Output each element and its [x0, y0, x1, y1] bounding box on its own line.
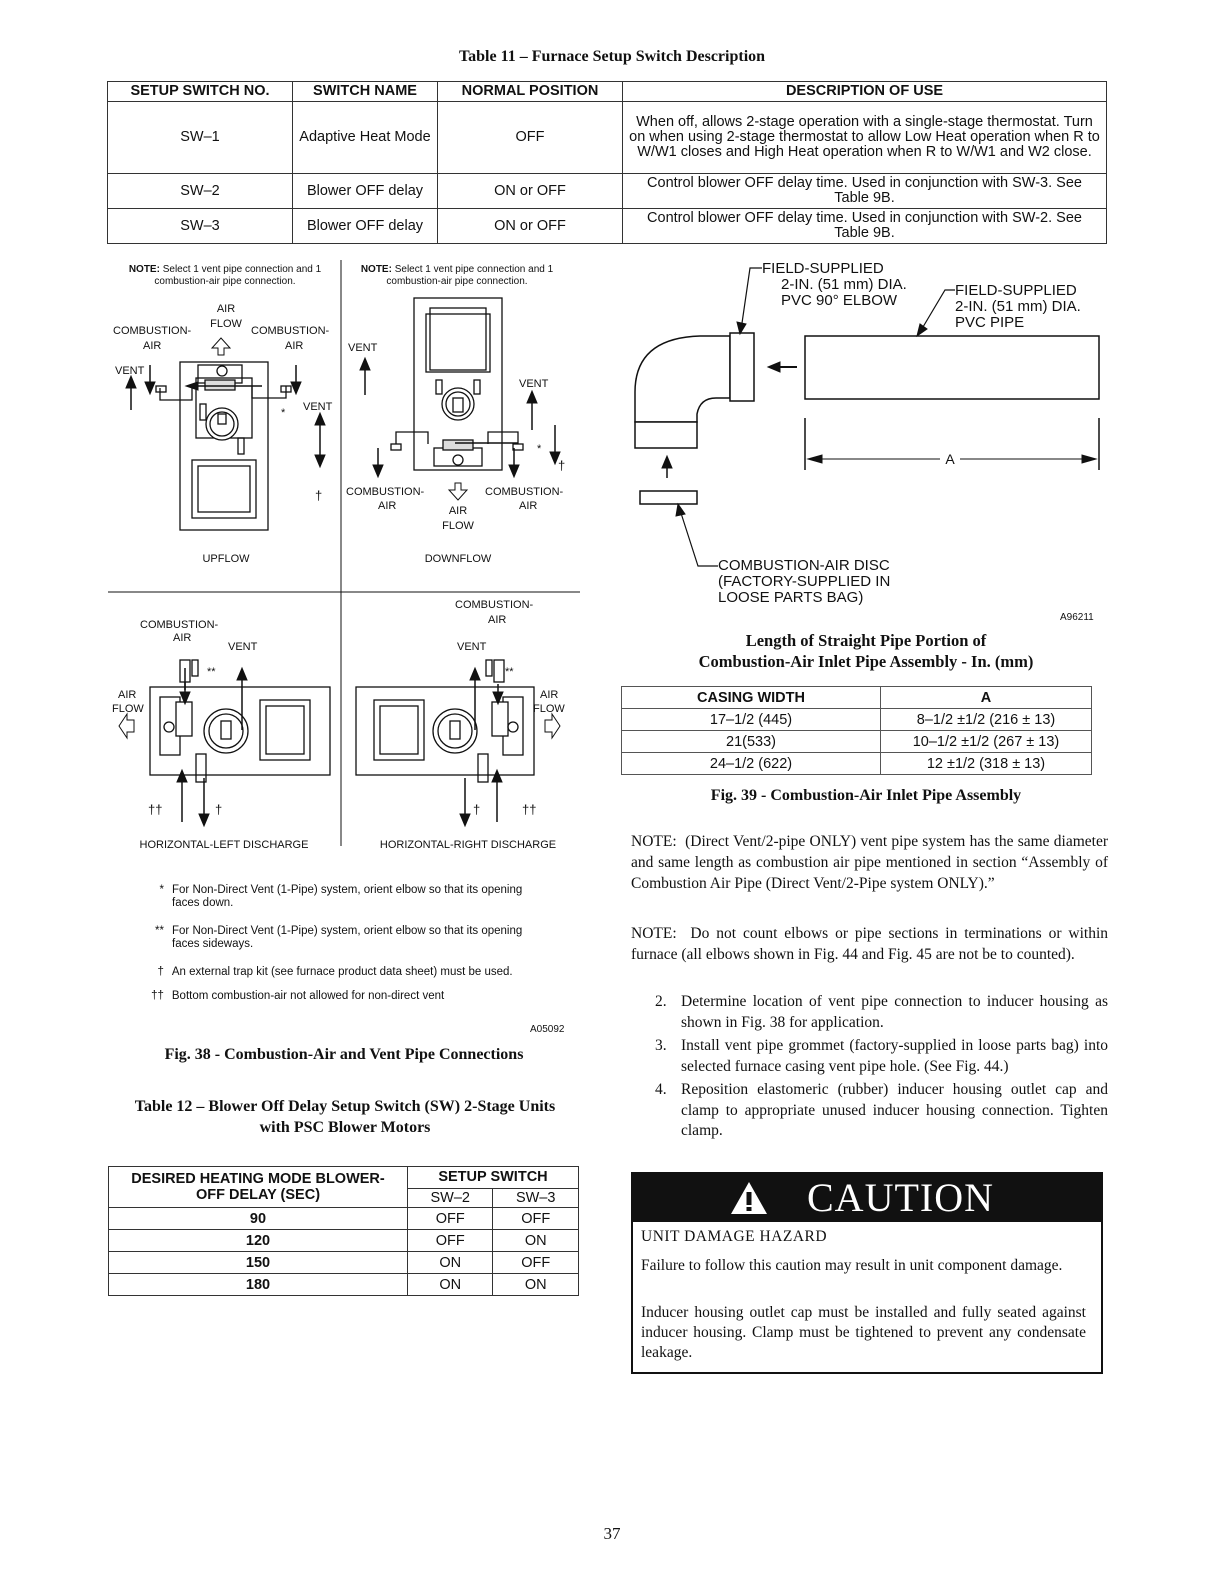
cell: Control blower OFF delay time. Used in conjunction with SW-3. See Table 9B. — [623, 174, 1107, 209]
horiz-right-furnace — [356, 660, 534, 782]
svg-text:VENT: VENT — [457, 641, 487, 653]
svg-text:2-IN. (51 mm) DIA.: 2-IN. (51 mm) DIA. — [955, 298, 1081, 315]
fig39-code: A96211 — [1060, 612, 1094, 623]
table-row — [622, 709, 1092, 731]
svg-text:A: A — [945, 451, 955, 467]
svg-text:VENT: VENT — [228, 641, 258, 653]
cell: ON — [493, 1274, 579, 1296]
cell: Blower OFF delay — [293, 209, 438, 244]
footnote: * For Non-Direct Vent (1-Pipe) system, orient elbow so that its opening faces down. — [159, 884, 523, 909]
svg-text:†: † — [215, 802, 223, 817]
svg-text:FLOW: FLOW — [112, 703, 144, 715]
svg-text:AIR: AIR — [285, 340, 304, 352]
svg-text:**: ** — [505, 666, 514, 678]
svg-text:VENT: VENT — [348, 342, 378, 354]
cell: OFF — [493, 1252, 579, 1274]
svg-text:(FACTORY-SUPPLIED IN: (FACTORY-SUPPLIED IN — [718, 573, 891, 590]
header-cell: SW–3 — [493, 1188, 579, 1207]
svg-text:FLOW: FLOW — [210, 318, 242, 330]
svg-text:AIR: AIR — [173, 632, 192, 644]
header-cell: SWITCH NAME — [293, 82, 438, 102]
table-row — [109, 1274, 579, 1296]
fig38-note-right: NOTE: Select 1 vent pipe connection and 1 combustion-air pipe connection. — [360, 264, 554, 287]
note-1: NOTE: (Direct Vent/2-pipe ONLY) vent pipe system has the same diameter and same length as combustion air pipe mentioned in section “Assembly of Combustion Air Pipe (Direct Vent/2-Pipe system ONLY).” — [631, 833, 1109, 892]
svg-text:COMBUSTION-: COMBUSTION- — [140, 619, 219, 631]
fig38-code: A05092 — [530, 1024, 565, 1035]
cell: 150 — [109, 1252, 408, 1274]
svg-text:AIR: AIR — [118, 689, 137, 701]
svg-text:††: †† — [522, 802, 537, 817]
svg-text:DOWNFLOW: DOWNFLOW — [424, 553, 492, 565]
cell: OFF — [408, 1230, 493, 1252]
cell: 17–1/2 (445) — [622, 709, 881, 731]
cell: ON — [493, 1230, 579, 1252]
cell: 10–1/2 ±1/2 (267 ± 13) — [881, 731, 1092, 753]
caution-title: CAUTION — [807, 1175, 994, 1220]
svg-text:FLOW: FLOW — [533, 703, 565, 715]
table11-title: Table 11 – Furnace Setup Switch Description — [458, 48, 766, 65]
svg-text:*: * — [537, 443, 542, 455]
page-number: 37 — [603, 1524, 621, 1543]
svg-text:2-IN. (51 mm) DIA.: 2-IN. (51 mm) DIA. — [781, 276, 907, 293]
svg-text:VENT: VENT — [519, 378, 549, 390]
cell: ON — [408, 1274, 493, 1296]
cell: ON — [408, 1252, 493, 1274]
cell: OFF — [493, 1208, 579, 1230]
list-item: 3. Install vent pipe grommet (factory-supplied in loose parts bag) into selected furnace casing vent pipe hole. (See Fig. 44.) — [655, 1037, 1108, 1075]
svg-text:COMBUSTION-: COMBUSTION- — [113, 325, 192, 337]
header-cell: DESIRED HEATING MODE BLOWER-OFF DELAY (SEC) — [109, 1167, 408, 1208]
footnote: † An external trap kit (see furnace product data sheet) must be used. — [157, 966, 513, 978]
svg-text:†: † — [558, 458, 566, 473]
header-cell: SETUP SWITCH NO. — [108, 82, 293, 102]
fig39-caption: Fig. 39 - Combustion-Air Inlet Pipe Assembly — [710, 787, 1022, 804]
cell: ON or OFF — [438, 174, 623, 209]
svg-text:†: † — [473, 802, 481, 817]
header-cell: SW–2 — [408, 1188, 493, 1207]
svg-text:AIR: AIR — [143, 340, 162, 352]
svg-text:FIELD-SUPPLIED: FIELD-SUPPLIED — [955, 282, 1077, 299]
table-row — [622, 731, 1092, 753]
svg-text:FLOW: FLOW — [442, 520, 474, 532]
svg-text:VENT: VENT — [115, 365, 145, 377]
table-header-row — [109, 1167, 579, 1189]
horiz-left-arrows — [119, 668, 247, 826]
table-row — [622, 753, 1092, 775]
svg-text:AIR: AIR — [540, 689, 559, 701]
svg-text:COMBUSTION-: COMBUSTION- — [251, 325, 330, 337]
svg-text:AIR: AIR — [448, 505, 468, 517]
svg-text:COMBUSTION-: COMBUSTION- — [485, 486, 564, 498]
svg-text:COMBUSTION-: COMBUSTION- — [455, 599, 534, 611]
table12 — [108, 1166, 579, 1296]
svg-text:HORIZONTAL-LEFT DISCHARGE: HORIZONTAL-LEFT DISCHARGE — [139, 839, 309, 851]
note-2: NOTE: Do not count elbows or pipe sections in terminations or within furnace (all elbows shown in Fig. 44 and Fig. 45 are not be to counted). — [631, 925, 1108, 963]
list-item: 2. Determine location of vent pipe connection to inducer housing as shown in Fig. 38 for application. — [655, 993, 1108, 1031]
fig38-caption: Fig. 38 - Combustion-Air and Vent Pipe Connections — [164, 1046, 524, 1063]
cell: OFF — [438, 102, 623, 174]
cell: 21(533) — [622, 731, 881, 753]
cell: 180 — [109, 1274, 408, 1296]
cell: 120 — [109, 1230, 408, 1252]
caution-text-2: Inducer housing outlet cap must be installed and fully seated against inducer housing. Clamp must be tightened to prevent any condensate leakage. — [641, 1304, 1086, 1361]
svg-text:HORIZONTAL-RIGHT DISCHARGE: HORIZONTAL-RIGHT DISCHARGE — [379, 839, 557, 851]
svg-text:LOOSE PARTS BAG): LOOSE PARTS BAG) — [718, 589, 864, 606]
cell: 24–1/2 (622) — [622, 753, 881, 775]
cell: Blower OFF delay — [293, 174, 438, 209]
svg-text:AIR: AIR — [378, 500, 397, 512]
cell: When off, allows 2-stage operation with a single-stage thermostat. Turn on when using 2-stage thermostat to allow Low Heat operation when R to W/W1 closes and High Heat operation when R to W/W1 and W2 close. — [623, 102, 1107, 174]
downflow-furnace — [391, 298, 523, 470]
svg-text:FIELD-SUPPLIED: FIELD-SUPPLIED — [762, 260, 884, 277]
horiz-right-labels — [380, 599, 566, 851]
cell: SW–3 — [108, 209, 293, 244]
cell: Control blower OFF delay time. Used in conjunction with SW-2. See Table 9B. — [623, 209, 1107, 244]
header-cell: SETUP SWITCH — [408, 1167, 579, 1189]
cell: ON or OFF — [438, 209, 623, 244]
caution-header — [633, 1174, 1101, 1222]
header-cell: CASING WIDTH — [622, 687, 881, 709]
footnote: †† Bottom combustion-air not allowed for non-direct vent — [151, 990, 445, 1002]
table-row — [109, 1252, 579, 1274]
header-cell: DESCRIPTION OF USE — [623, 82, 1107, 102]
warning-triangle-icon — [729, 1180, 769, 1216]
cell: SW–2 — [108, 174, 293, 209]
cell: SW–1 — [108, 102, 293, 174]
table-row — [109, 1230, 579, 1252]
upflow-furnace — [156, 362, 291, 530]
header-cell: NORMAL POSITION — [438, 82, 623, 102]
svg-text:AIR: AIR — [216, 303, 236, 315]
svg-text:AIR: AIR — [488, 614, 507, 626]
fig38-footnotes — [140, 884, 580, 1003]
svg-text:AIR: AIR — [519, 500, 538, 512]
svg-text:UPFLOW: UPFLOW — [202, 553, 250, 565]
table-header-row — [622, 687, 1092, 709]
fig39-drawing — [635, 333, 1099, 504]
cell: Adaptive Heat Mode — [293, 102, 438, 174]
step-list — [655, 992, 1108, 1142]
svg-text:*: * — [281, 407, 286, 419]
cell: 90 — [109, 1208, 408, 1230]
svg-text:COMBUSTION-AIR DISC: COMBUSTION-AIR DISC — [718, 557, 890, 574]
table12-title: Table 12 – Blower Off Delay Setup Switch (SW) 2-Stage Units with PSC Blower Motors — [134, 1098, 556, 1136]
cell: OFF — [408, 1208, 493, 1230]
svg-text:PVC 90° ELBOW: PVC 90° ELBOW — [781, 292, 898, 309]
horiz-left-labels — [112, 619, 308, 851]
cell: 12 ±1/2 (318 ± 13) — [881, 753, 1092, 775]
svg-text:†: † — [315, 488, 323, 503]
fig39-labels — [718, 260, 1081, 606]
caution-text-1: Failure to follow this caution may result in unit component damage. — [641, 1257, 1063, 1274]
fig39-table-title: Length of Straight Pipe Portion of Combustion-Air Inlet Pipe Assembly - In. (mm) — [698, 631, 1034, 671]
svg-text:VENT: VENT — [303, 401, 333, 413]
table-row — [109, 1208, 579, 1230]
svg-text:**: ** — [207, 666, 216, 678]
length-table — [621, 686, 1092, 775]
header-cell: A — [881, 687, 1092, 709]
caution-hazard: UNIT DAMAGE HAZARD — [641, 1228, 828, 1245]
cell: 8–1/2 ±1/2 (216 ± 13) — [881, 709, 1092, 731]
fig38-note-left: NOTE: Select 1 vent pipe connection and 1 combustion-air pipe connection. — [128, 264, 322, 287]
footnote: ** For Non-Direct Vent (1-Pipe) system, orient elbow so that its opening faces sideways. — [155, 925, 523, 950]
svg-text:COMBUSTION-: COMBUSTION- — [346, 486, 425, 498]
svg-text:PVC PIPE: PVC PIPE — [955, 314, 1025, 331]
downflow-labels — [346, 342, 565, 565]
svg-text:††: †† — [148, 802, 163, 817]
list-item: 4. Reposition elastomeric (rubber) inducer housing outlet cap and clamp to appropriate unused inducer housing connection. Tighten clamp. — [655, 1081, 1108, 1139]
